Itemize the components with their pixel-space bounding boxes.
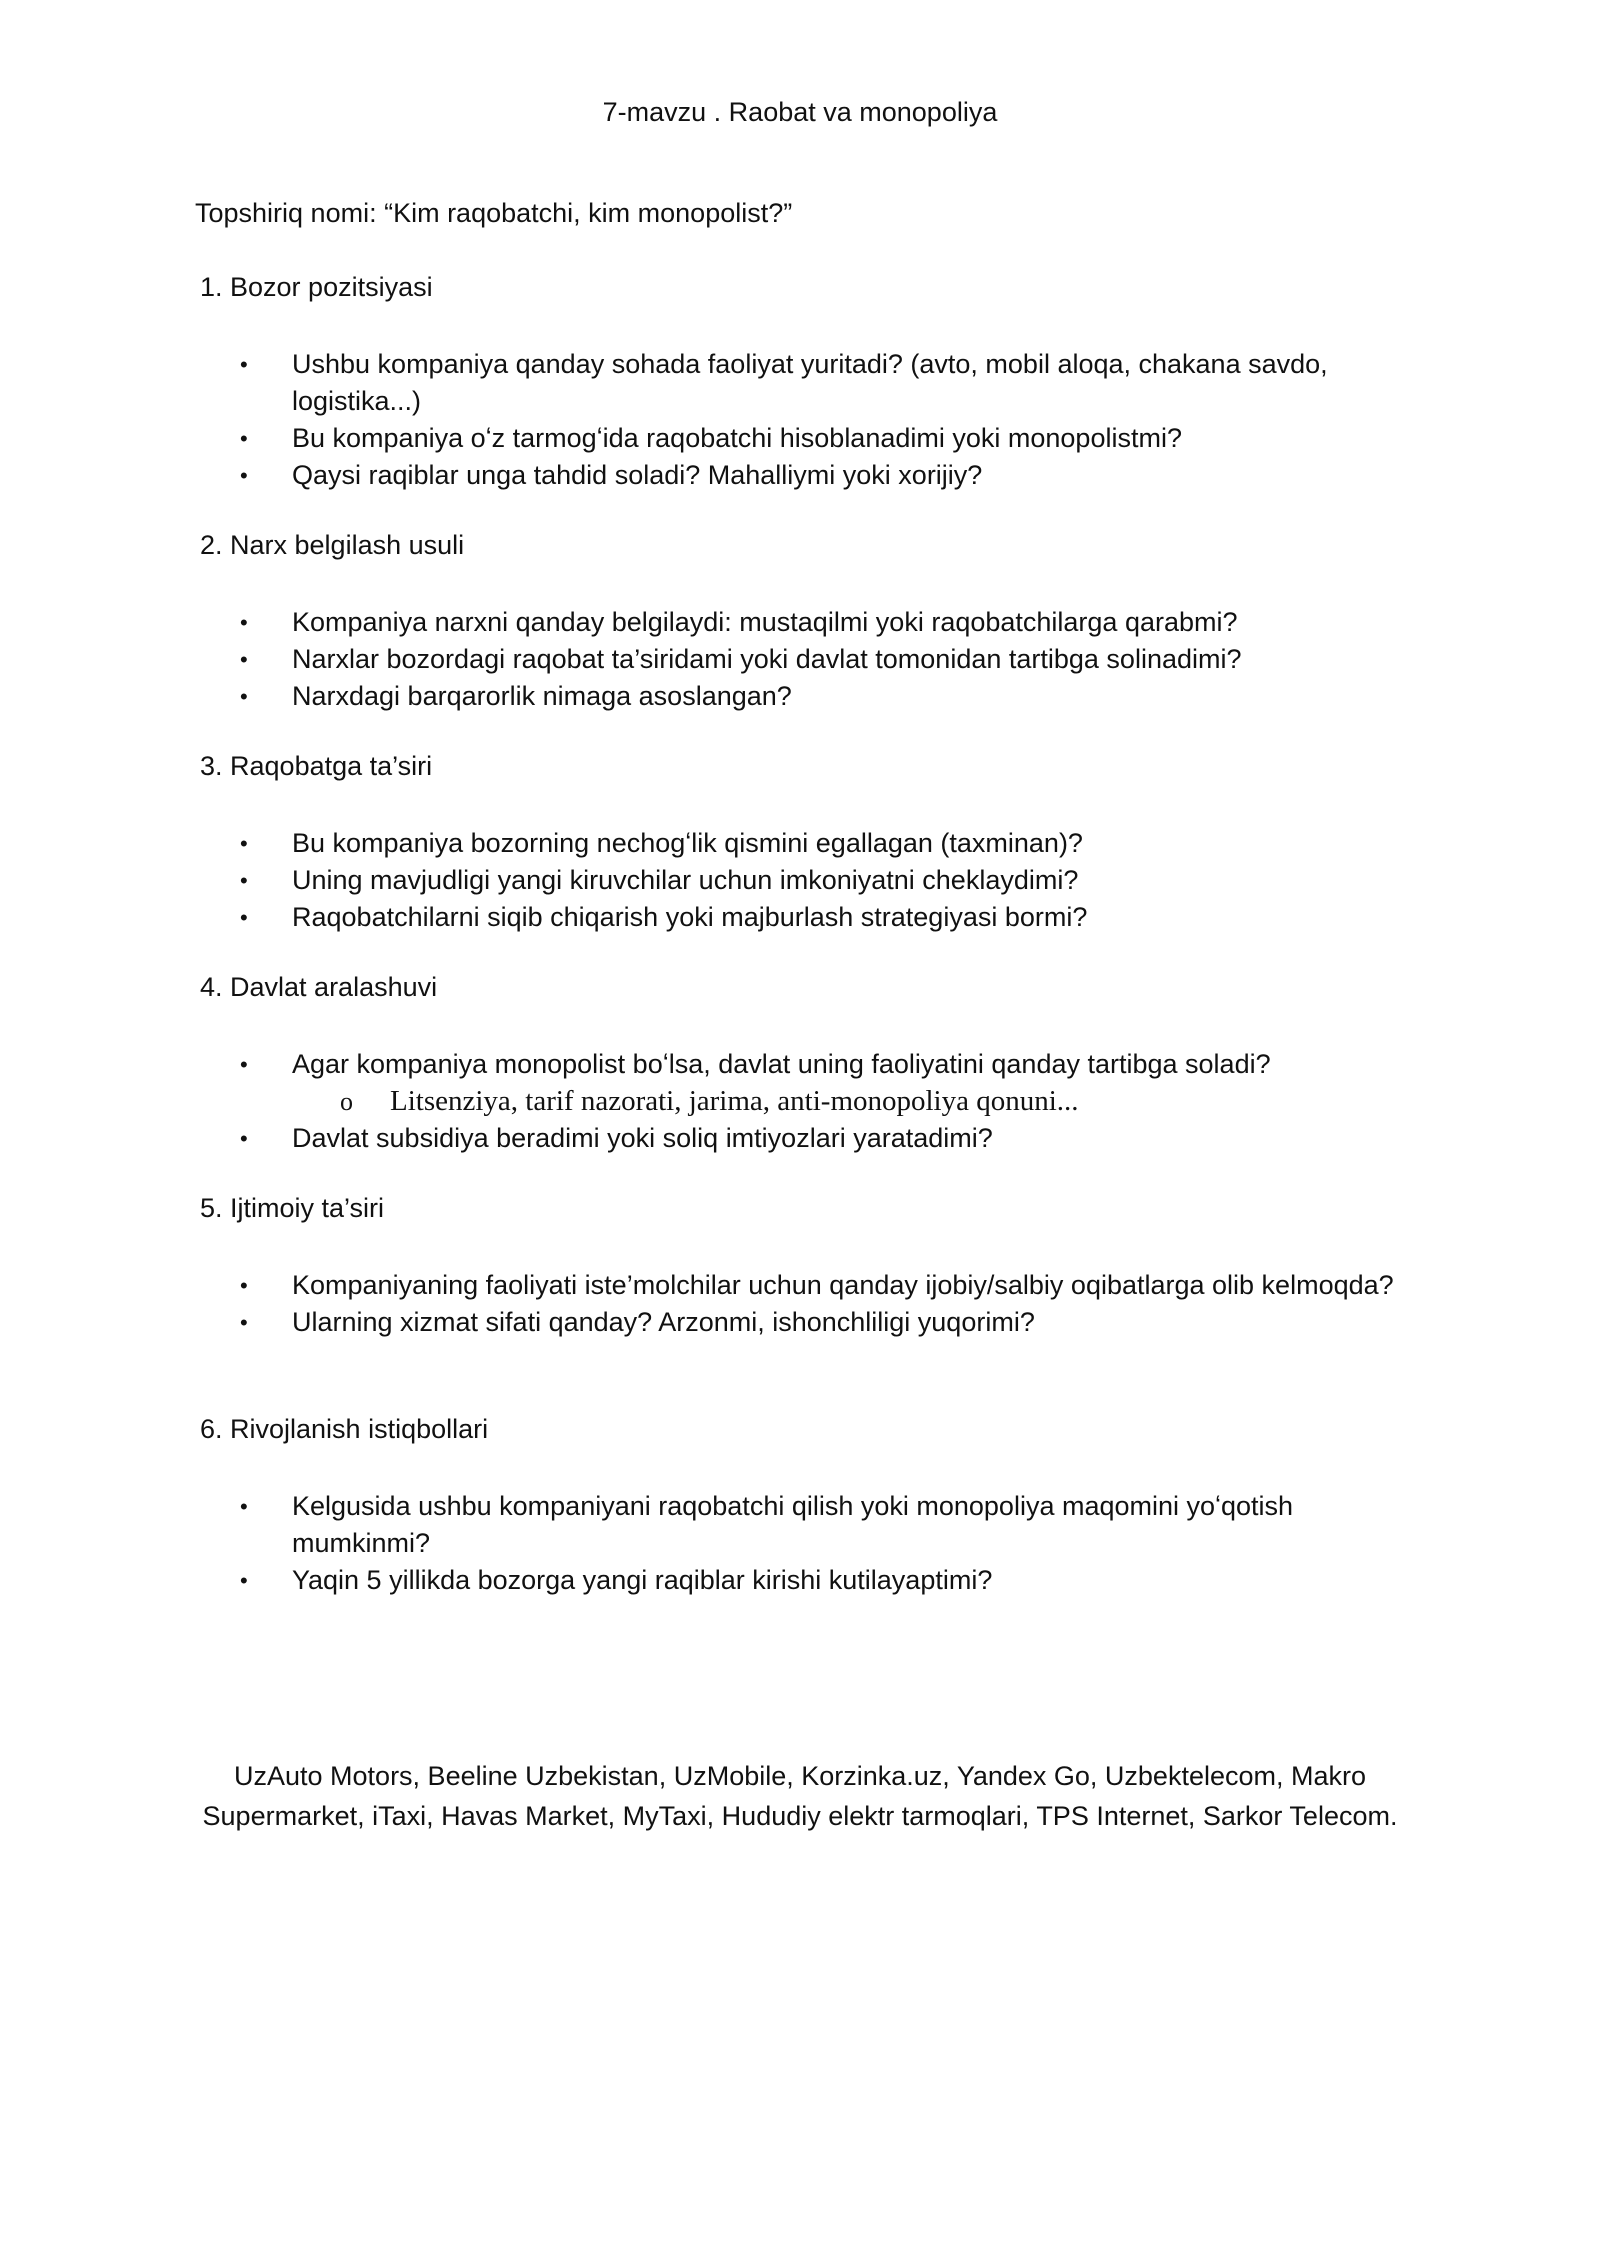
bullet-item: [200, 1046, 1412, 1083]
bullet-text: Uning mavjudligi yangi kiruvchilar uchun imkoniyatni cheklaydimi?: [292, 865, 1079, 895]
bullet-icon: •: [240, 352, 248, 377]
bullet-list: [200, 604, 1400, 715]
bullet-item: [200, 899, 1412, 936]
bullet-icon: •: [240, 426, 248, 451]
bullet-item: [200, 1267, 1412, 1304]
bullet-text: Ushbu kompaniya qanday sohada faoliyat yuritadi? (avto, mobil aloqa, chakana savdo, logistika...): [292, 349, 1328, 416]
bullet-item: [200, 678, 1412, 715]
section-heading: 4. Davlat aralashuvi: [200, 972, 438, 1002]
bullet-list: [200, 1488, 1400, 1599]
bullet-icon: •: [240, 1494, 248, 1519]
bullet-icon: •: [240, 1568, 248, 1593]
bullet-text: Kelgusida ushbu kompaniyani raqobatchi qilish yoki monopoliya maqomini yoʻqotish mumkinmi?: [292, 1491, 1294, 1558]
bullet-text: Bu kompaniya bozorning nechogʻlik qismini egallagan (taxminan)?: [292, 828, 1083, 858]
section-heading: 5. Ijtimoiy ta’siri: [200, 1193, 385, 1223]
section-state-intervention: [200, 969, 1400, 1157]
bullet-icon: •: [240, 831, 248, 856]
section-development-prospects: [200, 1411, 1400, 1599]
bullet-item: [200, 604, 1412, 641]
section-pricing-method: [200, 527, 1400, 715]
bullet-icon: •: [240, 1310, 248, 1335]
bullet-item: [200, 1304, 1412, 1341]
bullet-item: [200, 862, 1412, 899]
bullet-item: [200, 1562, 1412, 1599]
bullet-icon: •: [240, 868, 248, 893]
section-market-position: [200, 269, 1400, 494]
bullet-item: [200, 641, 1412, 678]
bullet-text: Narxdagi barqarorlik nimaga asoslangan?: [292, 681, 792, 711]
bullet-text: Agar kompaniya monopolist boʻlsa, davlat uning faoliyatini qanday tartibga soladi?: [292, 1049, 1271, 1079]
bullet-icon: •: [240, 905, 248, 930]
bullet-item: [200, 420, 1412, 457]
bullet-text: Ularning xizmat sifati qanday? Arzonmi, ishonchliligi yuqorimi?: [292, 1307, 1035, 1337]
document-title: 7-mavzu . Raobat va monopoliya: [602, 97, 998, 127]
section-social-impact: [200, 1190, 1400, 1341]
bullet-text: Kompaniyaning faoliyati iste’molchilar uchun qanday ijobiy/salbiy oqibatlarga olib kelmoqda?: [292, 1270, 1394, 1300]
bullet-list: [200, 1267, 1400, 1341]
bullet-text: Kompaniya narxni qanday belgilaydi: mustaqilmi yoki raqobatchilarga qarabmi?: [292, 607, 1238, 637]
sub-list-item: [200, 1083, 1400, 1120]
task-name: Topshiriq nomi: “Kim raqobatchi, kim monopolist?”: [195, 198, 793, 228]
section-heading: 6. Rivojlanish istiqbollari: [200, 1414, 489, 1444]
bullet-icon: •: [240, 610, 248, 635]
bullet-list: [200, 1046, 1400, 1157]
bullet-list: [200, 825, 1400, 936]
bullet-text: Davlat subsidiya beradimi yoki soliq imtiyozlari yaratadimi?: [292, 1123, 993, 1153]
bullet-text: Raqobatchilarni siqib chiqarish yoki majburlash strategiyasi bormi?: [292, 902, 1088, 932]
bullet-item: [200, 825, 1412, 862]
bullet-icon: •: [240, 463, 248, 488]
sub-item-text: Litsenziya, tarif nazorati, jarima, anti-monopoliya qonuni...: [390, 1085, 1079, 1117]
bullet-item: [200, 1488, 1412, 1562]
section-heading: 2. Narx belgilash usuli: [200, 530, 465, 560]
bullet-icon: •: [240, 1126, 248, 1151]
bullet-icon: •: [240, 1052, 248, 1077]
bullet-text: Bu kompaniya oʻz tarmogʻida raqobatchi hisoblanadimi yoki monopolistmi?: [292, 423, 1182, 453]
bullet-item: [200, 1120, 1412, 1157]
section-heading: 3. Raqobatga ta’siri: [200, 751, 433, 781]
company-list: UzAuto Motors, Beeline Uzbekistan, UzMobile, Korzinka.uz, Yandex Go, Uzbektelecom, Makro Supermarket, iTaxi, Havas Market, MyTaxi, Hududiy elektr tarmoqlari, TPS Internet, Sarkor Telecom.: [202, 1761, 1398, 1831]
bullet-text: Narxlar bozordagi raqobat ta’siridami yoki davlat tomonidan tartibga solinadimi?: [292, 644, 1242, 674]
bullet-text: Yaqin 5 yillikda bozorga yangi raqiblar kirishi kutilayaptimi?: [292, 1565, 993, 1595]
bullet-item: [200, 457, 1412, 494]
section-heading: 1. Bozor pozitsiyasi: [200, 272, 433, 302]
section-competition-impact: [200, 748, 1400, 936]
circle-bullet-icon: o: [340, 1087, 353, 1116]
bullet-item: [200, 346, 1412, 420]
bullet-icon: •: [240, 684, 248, 709]
bullet-icon: •: [240, 1273, 248, 1298]
bullet-icon: •: [240, 647, 248, 672]
bullet-text: Qaysi raqiblar unga tahdid soladi? Mahalliymi yoki xorijiy?: [292, 460, 983, 490]
bullet-list: [200, 346, 1400, 494]
